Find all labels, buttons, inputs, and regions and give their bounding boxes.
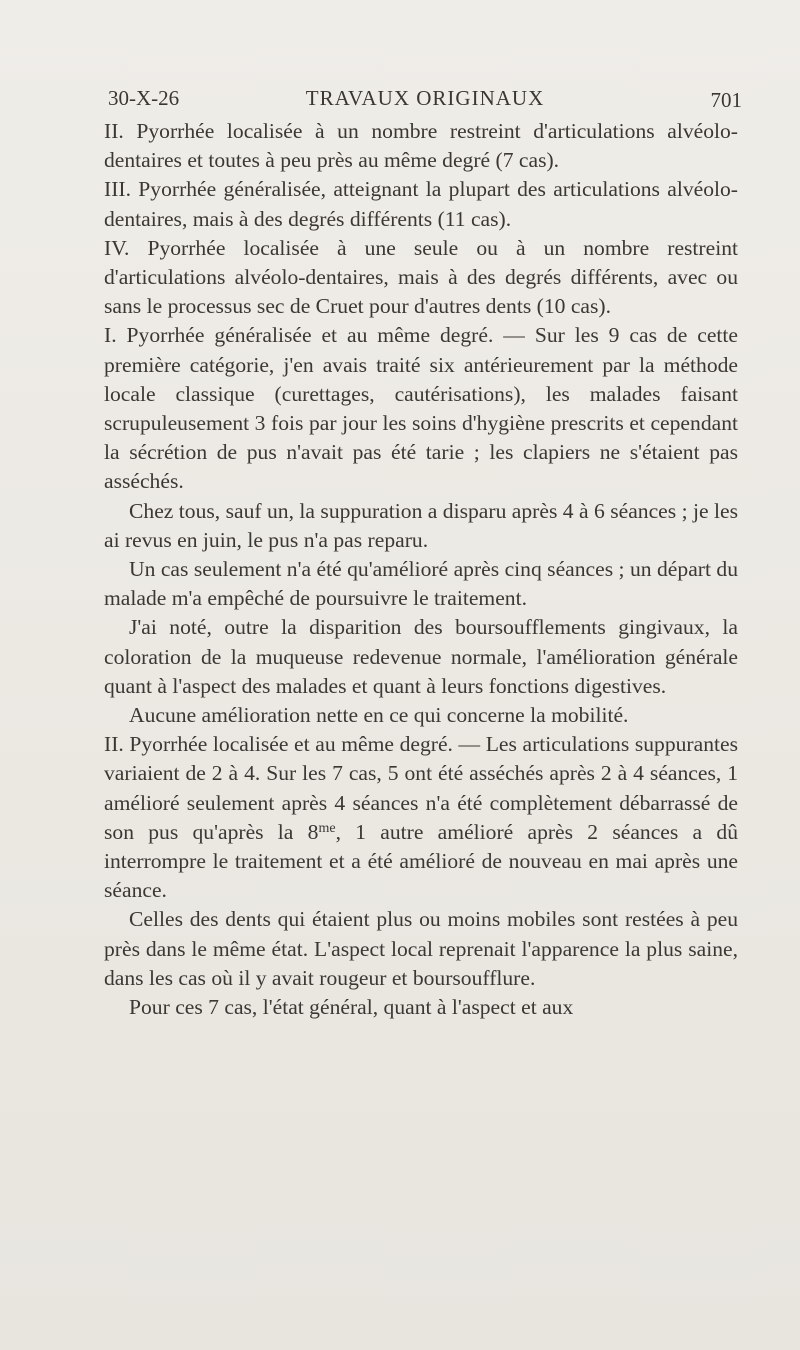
paragraph: Aucune amélioration nette en ce qui concerne la mobilité. [129, 703, 629, 728]
paragraph: IV. Pyorrhée localisée à une seule ou à un nombre restreint d'articulations alvéolo-dentaires, mais à des degrés différents, avec ou sans le processus sec de Cruet pour d'autres dents (10 cas). [104, 235, 738, 319]
header-section-title: TRAVAUX ORIGINAUX [305, 86, 545, 110]
paragraph: I. Pyorrhée généralisée et au même degré. — Sur les 9 cas de cette première catégorie, j'en avais traité six antérieurement par la méthode locale classique (curettages, cautérisations), les malades faisant scrupuleusement 3 fois par jour les soins d'hygiène prescrits et cependant la sécrétion de pus n'avait pas été tarie ; les clapiers ne s'étaient pas asséchés. [104, 323, 738, 494]
page-number: 701 [710, 88, 742, 112]
paragraph-text: II. Pyorrhée localisée et au même degré. — Les articulations suppurantes variaient de 2 à 4. Sur les 7 cas, 5 ont été asséchés après 2 à 4 séances, 1 amélioré seulement après 4 séances n'a été complètement débarrassé de son pus qu'après la 8 [104, 732, 738, 844]
paragraph: Un cas seulement n'a été qu'amélioré après cinq séances ; un départ du malade m'a empêché de poursuivre le traitement. [104, 557, 738, 611]
body-text [104, 117, 738, 1022]
paragraph: III. Pyorrhée généralisée, atteignant la plupart des articulations alvéolo-dentaires, mais à des degrés différents (11 cas). [104, 177, 738, 231]
paragraph [104, 730, 738, 905]
paragraph: Celles des dents qui étaient plus ou moins mobiles sont restées à peu près dans le même état. L'aspect local reprenait l'apparence la plus saine, dans les cas où il y avait rougeur et boursoufflure. [104, 907, 738, 990]
paragraph: Pour ces 7 cas, l'état général, quant à l'aspect et aux [129, 995, 574, 1020]
paragraph: Chez tous, sauf un, la suppuration a disparu après 4 à 6 séances ; je les ai revus en juin, le pus n'a pas reparu. [104, 498, 738, 552]
superscript: me [318, 820, 336, 836]
paragraph: II. Pyorrhée localisée à un nombre restreint d'articulations alvéolo-dentaires et toutes à peu près au même degré (7 cas). [104, 119, 738, 173]
paragraph-text: , 1 autre amélioré après 2 séances a dû interrompre le traitement et a été amélioré de nouveau en mai après une séance. [104, 819, 738, 903]
header-date: 30-X-26 [108, 86, 180, 110]
paragraph: J'ai noté, outre la disparition des boursoufflements gingivaux, la coloration de la muqueuse redevenue normale, l'amélioration générale quant à l'aspect des malades et quant à leurs fonctions digestives. [104, 615, 738, 698]
running-header [108, 86, 742, 116]
